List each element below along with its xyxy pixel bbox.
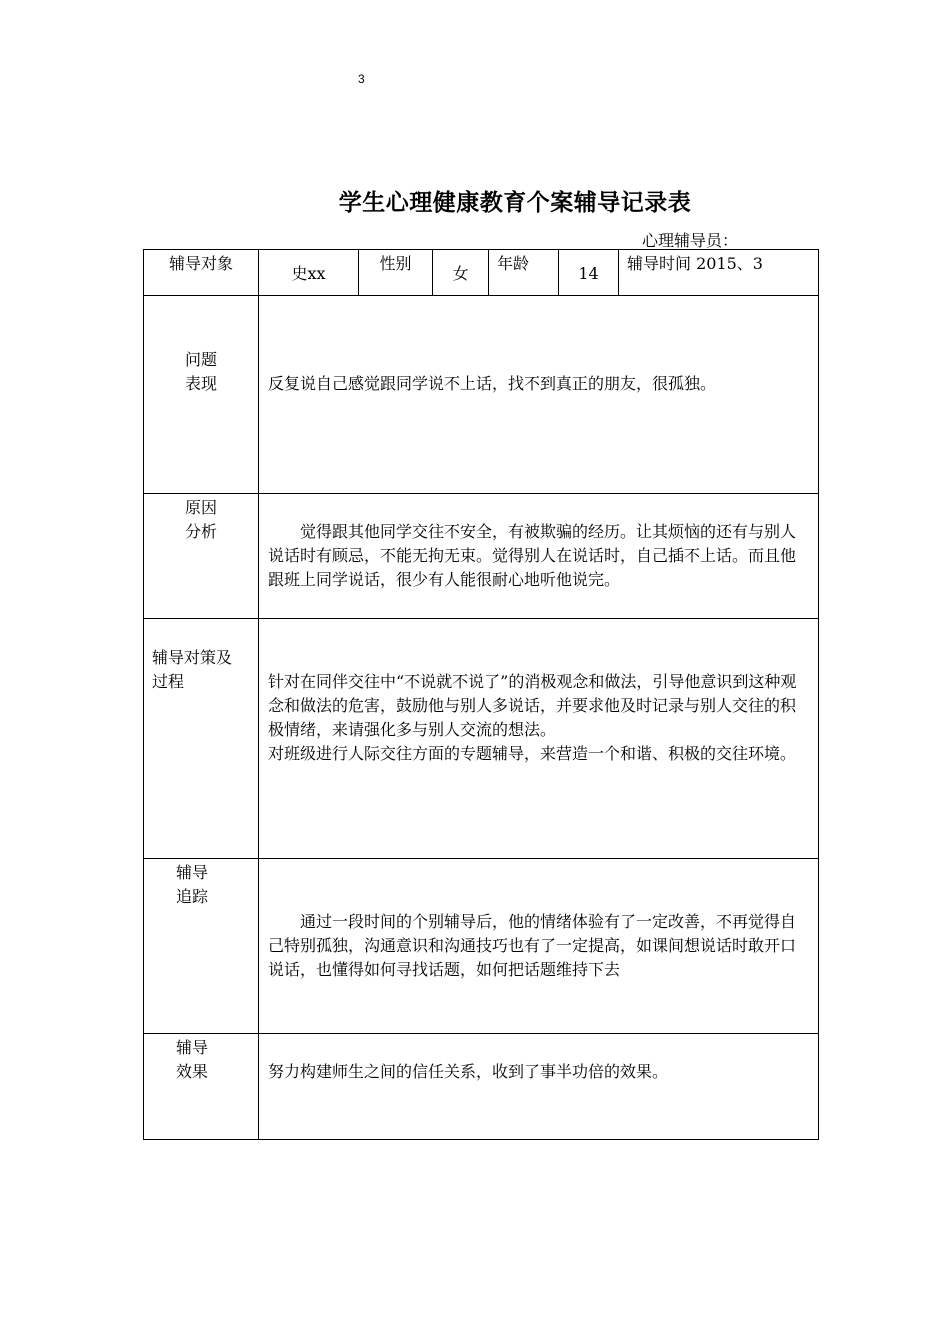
- effect-content: 努力构建师生之间的信任关系，收到了事半功倍的效果。: [268, 1062, 669, 1081]
- tracking-label-line2: 追踪: [175, 887, 208, 906]
- subject-label: 辅导对象: [168, 254, 233, 273]
- counselor-label: 心理辅导员：: [642, 231, 739, 250]
- cause-label-line1: 原因: [184, 498, 217, 517]
- effect-label-line2: 效果: [175, 1062, 208, 1081]
- time-label: 辅导时间 2015、3: [627, 254, 763, 273]
- effect-label: [144, 1036, 240, 1084]
- tracking-label-line1: 辅导: [175, 863, 208, 882]
- age-label: 年龄: [497, 254, 530, 273]
- cause-label-line2: 分析: [184, 522, 217, 541]
- strategy-content-p2: 对班级进行人际交往方面的专题辅导，来营造一个和谐、积极的交往环境。: [268, 744, 797, 763]
- effect-label-line1: 辅导: [175, 1038, 208, 1057]
- cause-label: [144, 496, 258, 544]
- subject-value: 史xx: [291, 264, 326, 283]
- problem-label: [144, 348, 258, 396]
- gender-value: 女: [452, 264, 469, 283]
- page-title: 学生心理健康教育个案辅导记录表: [338, 190, 692, 216]
- strategy-content-p1: 针对在同伴交往中“不说就不说了”的消极观念和做法，引导他意识到这种观念和做法的危害，鼓励他与别人多说话，并要求他及时记录与别人交往的积极情绪，来请强化多与别人交流的想法。: [268, 672, 797, 739]
- strategy-content: [268, 670, 810, 766]
- problem-label-line1: 问题: [184, 350, 217, 369]
- strategy-label-line2: 过程: [152, 672, 185, 691]
- age-value: 14: [578, 264, 599, 283]
- cause-content: 觉得跟其他同学交往不安全，有被欺骗的经历。让其烦恼的还有与别人说话时有顾忌，不能无拘无束。觉得别人在说话时，自己插不上话。而且他跟班上同学说话，很少有人能很耐心地听他说完。: [268, 522, 797, 589]
- strategy-label: [152, 646, 256, 694]
- tracking-label: [144, 861, 240, 909]
- tracking-content: 通过一段时间的个别辅导后，他的情绪体验有了一定改善，不再觉得自己特别孤独，沟通意识和沟通技巧也有了一定提高，如课间想说话时敢开口说话，也懂得如何寻找话题，如何把话题维持下去: [268, 912, 797, 979]
- gender-label: 性别: [379, 254, 412, 273]
- problem-content: 反复说自己感觉跟同学说不上话，找不到真正的朋友，很孤独。: [268, 374, 717, 393]
- page-number: 3: [358, 72, 365, 86]
- strategy-label-line1: 辅导对策及: [152, 648, 233, 667]
- problem-label-line2: 表现: [184, 374, 217, 393]
